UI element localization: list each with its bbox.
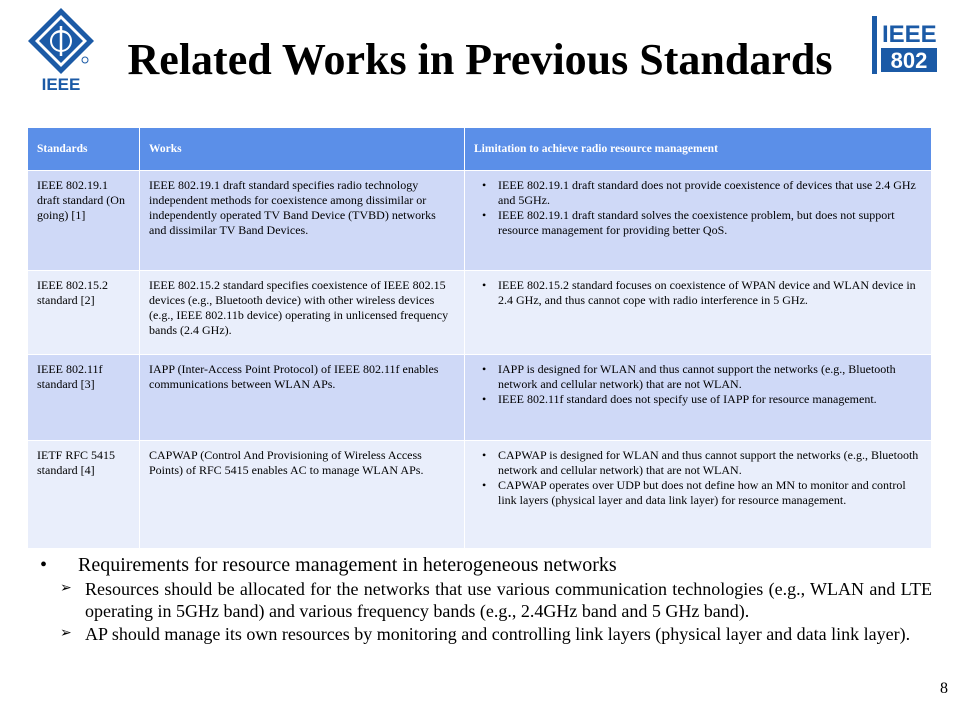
ieee-802-logo-text-bottom: 802	[890, 48, 928, 73]
limitation-item: • IEEE 802.11f standard does not specify use of IAPP for resource management.	[498, 392, 922, 407]
standards-table	[28, 128, 932, 548]
cell-works: IEEE 802.15.2 standard specifies coexistence of IEEE 802.15 devices (e.g., Bluetooth device) with other wireless devices (e.g., IEEE 802.11b device) operating in unlicensed frequency bands (2.4 GHz).	[140, 271, 465, 355]
limitation-item: • CAPWAP is designed for WLAN and thus cannot support the networks (e.g., Bluetooth network and cellular network) that are not WLAN.	[498, 448, 922, 478]
cell-works: IEEE 802.19.1 draft standard specifies radio technology independent methods for coexistence among dissimilar or independently operated TV Band Device (TVBD) networks and dissimilar TV Band Devices.	[140, 171, 465, 271]
table-row	[28, 271, 932, 355]
cell-works: CAPWAP (Control And Provisioning of Wireless Access Points) of RFC 5415 enables AC to manage WLAN APs.	[140, 441, 465, 549]
cell-limitations	[465, 441, 932, 549]
cell-standard: IEEE 802.11f standard [3]	[28, 355, 140, 441]
table-row	[28, 355, 932, 441]
table-header-row	[28, 128, 932, 171]
table-row	[28, 441, 932, 549]
slide-title: Related Works in Previous Standards	[127, 35, 833, 84]
header-works: Works	[140, 128, 465, 171]
requirement-item	[60, 623, 932, 645]
cell-limitations	[465, 271, 932, 355]
cell-standard: IETF RFC 5415 standard [4]	[28, 441, 140, 549]
requirement-text: AP should manage its own resources by monitoring and controlling link layers (physical layer and data link layer).	[85, 624, 911, 644]
limitation-item: • IEEE 802.19.1 draft standard does not provide coexistence of devices that use 2.4 GHz and 5GHz.	[498, 178, 922, 208]
limitation-item: • IEEE 802.15.2 standard focuses on coexistence of WPAN device and WLAN device in 2.4 GHz, and thus cannot cope with radio interference in 5 GHz.	[498, 278, 922, 308]
requirements-section	[60, 553, 932, 645]
cell-standard: IEEE 802.19.1 draft standard (On going) [1]	[28, 171, 140, 271]
header-limitation: Limitation to achieve radio resource management	[465, 128, 932, 171]
limitation-item: • IEEE 802.19.1 draft standard solves the coexistence problem, but does not support resource management for providing better QoS.	[498, 208, 922, 238]
requirement-item	[60, 578, 932, 622]
cell-limitations	[465, 171, 932, 271]
ieee-logo-text: IEEE	[41, 75, 81, 94]
cell-limitations	[465, 355, 932, 441]
limitation-item: • CAPWAP operates over UDP but does not define how an MN to monitor and control link layers (physical layer and data link layer) for resource management.	[498, 478, 922, 508]
arrow-bullet-icon: ➢	[60, 626, 72, 641]
cell-works: IAPP (Inter-Access Point Protocol) of IEEE 802.11f enables communications between WLAN APs.	[140, 355, 465, 441]
requirement-text: Resources should be allocated for the networks that use various communication technologies (e.g., WLAN and LTE operating in 5GHz band) and various frequency bands (e.g., 2.4GHz band and 5 GHz band).	[85, 579, 932, 621]
table-row	[28, 171, 932, 271]
page-number: 8	[940, 680, 948, 697]
limitation-item: • IAPP is designed for WLAN and thus cannot support the networks (e.g., Bluetooth network and cellular network) that are not WLAN.	[498, 362, 922, 392]
requirements-heading: • Requirements for resource management in heterogeneous networks	[60, 553, 932, 577]
cell-standard: IEEE 802.15.2 standard [2]	[28, 271, 140, 355]
ieee-802-logo-text-top: IEEE	[882, 21, 937, 48]
arrow-bullet-icon: ➢	[60, 581, 72, 596]
header-standards: Standards	[28, 128, 140, 171]
